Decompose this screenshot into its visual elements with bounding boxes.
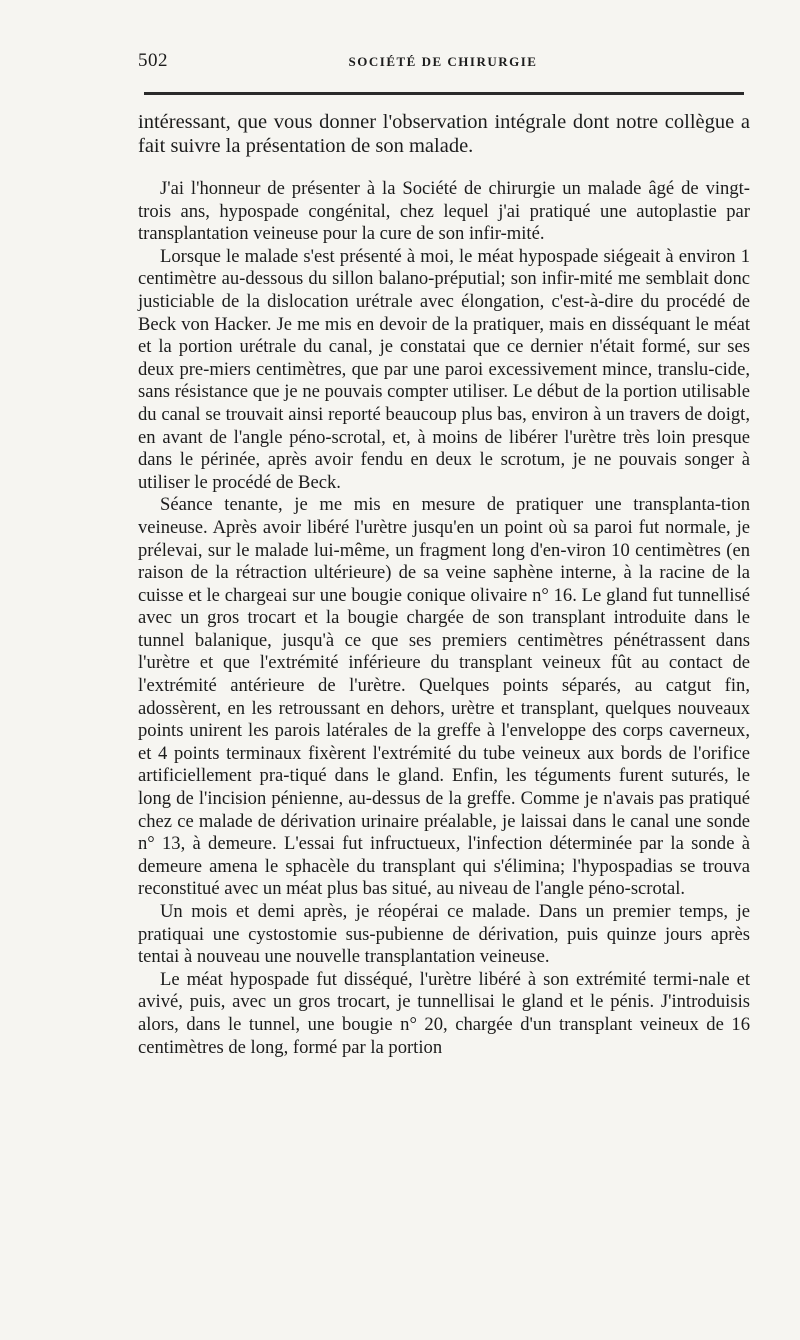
body-text bbox=[138, 110, 750, 1059]
paragraph-presentation: J'ai l'honneur de présenter à la Société de chirurgie un malade âgé de vingt-trois ans, hypospade congénital, chez lequel j'ai pratiqué une autoplastie par transplantation veineuse pour la cure de son infir-mité. bbox=[138, 178, 750, 245]
running-head bbox=[138, 50, 748, 78]
paragraph-venous-transplant: Séance tenante, je me mis en mesure de pratiquer une transplanta-tion veineuse. Après avoir libéré l'urètre jusqu'en un point où sa paroi fut normale, je prélevai, sur le malade lui-même, un fragment long d'en-viron 10 centimètres (en raison de la rétraction ultérieure) de sa veine saphène interne, à la racine de la cuisse et le chargeai sur une bougie conique olivaire n° 16. Le gland fut tunnellisé avec un gros trocart et la bougie chargée de son transplant introduite dans le tunnel balanique, jusqu'à ce que ses premiers centimètres pénétrassent dans l'urètre et que l'extrémité inférieure du transplant veineux fût au contact de l'extrémité antérieure de l'urètre. Quelques points séparés, au catgut fin, adossèrent, en les retroussant en dehors, urètre et transplant, quelques nouveaux points unirent les parois latérales de la greffe à l'enveloppe des corps caverneux, et 4 points terminaux fixèrent l'extrémité du tube veineux aux bords de l'orifice artificiellement pra-tiqué dans le gland. Enfin, les téguments furent suturés, le long de l'incision pénienne, au-dessus de la greffe. Comme je n'avais pas pratiqué chez ce malade de dérivation urinaire préalable, je laissai dans le canal une sonde n° 13, à demeure. L'essai fut infructueux, l'infection déterminée par la sonde à demeure amena le sphacèle du transplant qui s'élimina; l'hypospadias se trouva reconstitué avec un méat plus bas situé, au niveau de l'angle péno-scrotal. bbox=[138, 494, 750, 900]
paragraph-second-transplant: Le méat hypospade fut disséqué, l'urètre libéré à son extrémité termi-nale et avivé, puis, avec un gros trocart, je tunnellisai le gland et le pénis. J'introduisis alors, dans le tunnel, une bougie n° 20, chargée d'un transplant veineux de 16 centimètres de long, formé par la portion bbox=[138, 968, 750, 1058]
paragraph-reoperation: Un mois et demi après, je réopérai ce malade. Dans un premier temps, je pratiquai une cystostomie sus-pubienne de dérivation, puis quinze jours après tentai à nouveau une nouvelle transplantation veineuse. bbox=[138, 901, 750, 968]
journal-title: SOCIÉTÉ DE CHIRURGIE bbox=[348, 54, 538, 69]
header-rule bbox=[144, 92, 744, 95]
page-number: 502 bbox=[138, 50, 168, 71]
document-page bbox=[138, 0, 754, 1340]
paragraph-continuation: intéressant, que vous donner l'observation intégrale dont notre collègue a fait suivre la présentation de son malade. bbox=[138, 111, 750, 157]
paragraph-first-operation: Lorsque le malade s'est présenté à moi, le méat hypospade siégeait à environ 1 centimètre au-dessous du sillon balano-préputial; son infir-mité me semblait donc justiciable de la dislocation urétrale avec élongation, c'est-à-dire du procédé de Beck von Hacker. Je me mis en devoir de la pratiquer, mais en disséquant le méat et la portion urétrale du canal, je constatai que ce dernier n'était formé, sur ses deux pre-miers centimètres, que par une paroi excessivement mince, translu-cide, sans résistance que je ne pouvais compter utiliser. Le début de la portion utilisable du canal se trouvait ainsi reporté beaucoup plus bas, environ à un travers de doigt, en avant de l'angle péno-scrotal, et, à moins de libérer l'urètre très loin presque dans le périnée, après avoir fendu en deux le scrotum, je ne pouvais songer à utiliser le procédé de Beck. bbox=[138, 245, 750, 493]
